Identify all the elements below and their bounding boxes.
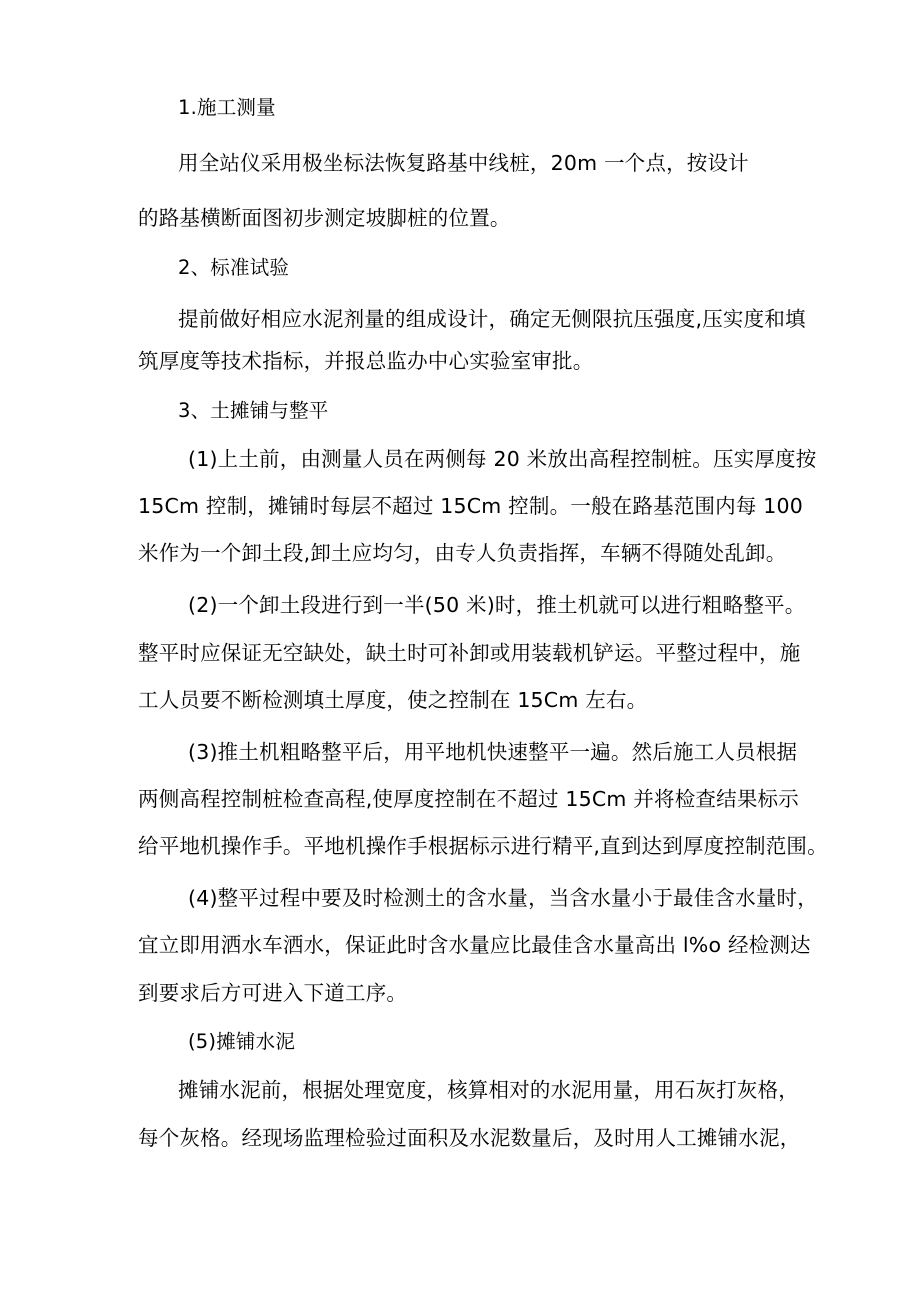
paragraph-line: 用全站仪采用极坐标法恢复路基中线桩，20m 一个点，按设计 [178, 151, 749, 175]
paragraph-line: 摊铺水泥前，根据处理宽度，核算相对的水泥用量，用石灰打灰格， [178, 1078, 799, 1102]
paragraph-line: 给平地机操作手。平地机操作手根据标示进行精平,直到达到厚度控制范围。 [138, 834, 828, 858]
paragraph-line: 提前做好相应水泥剂量的组成设计，确定无侧限抗压强度,压实度和填 [178, 307, 806, 331]
paragraph-line: (3)推土机粗略整平后，用平地机快速整平一遍。然后施工人员根据 [188, 740, 798, 764]
paragraph-line: 的路基横断面图初步测定坡脚桩的位置。 [138, 206, 511, 230]
heading-standard-test: 2、标准试验 [178, 256, 290, 279]
heading-survey: 1.施工测量 [178, 96, 276, 119]
paragraph-line: (2)一个卸土段进行到一半(50 米)时，推土机就可以进行粗略整平。 [188, 593, 806, 617]
paragraph-line: 15Cm 控制，摊铺时每层不超过 15Cm 控制。一般在路基范围内每 100 [138, 494, 804, 518]
paragraph-line: 到要求后方可进入下道工序。 [138, 981, 408, 1005]
paragraph-line: 宜立即用洒水车洒水，保证此时含水量应比最佳含水量高出 l%o 经检测达 [138, 933, 811, 957]
paragraph-line: (1)上土前，由测量人员在两侧每 20 米放出高程控制桩。压实厚度按 [188, 447, 817, 471]
heading-cement-spreading: (5)摊铺水泥 [188, 1030, 296, 1053]
paragraph-line: 筑厚度等技术指标，并报总监办中心实验室审批。 [138, 349, 594, 373]
paragraph-line: 每个灰格。经现场监理检验过面积及水泥数量后，及时用人工摊铺水泥， [138, 1126, 801, 1150]
paragraph-line: (4)整平过程中要及时检测土的含水量，当含水量小于最佳含水量时， [188, 886, 818, 910]
paragraph-line: 工人员要不断检测填土厚度，使之控制在 15Cm 左右。 [138, 688, 648, 712]
paragraph-line: 整平时应保证无空缺处，缺土时可补卸或用装载机铲运。平整过程中，施 [138, 641, 801, 665]
paragraph-line: 米作为一个卸土段,卸土应均匀，由专人负责指挥，车辆不得随处乱卸。 [138, 541, 787, 565]
paragraph-line: 两侧高程控制桩检查高程,使厚度控制在不超过 15Cm 并将检查结果标示 [138, 787, 799, 811]
heading-soil-spreading: 3、土摊铺与整平 [178, 399, 329, 422]
